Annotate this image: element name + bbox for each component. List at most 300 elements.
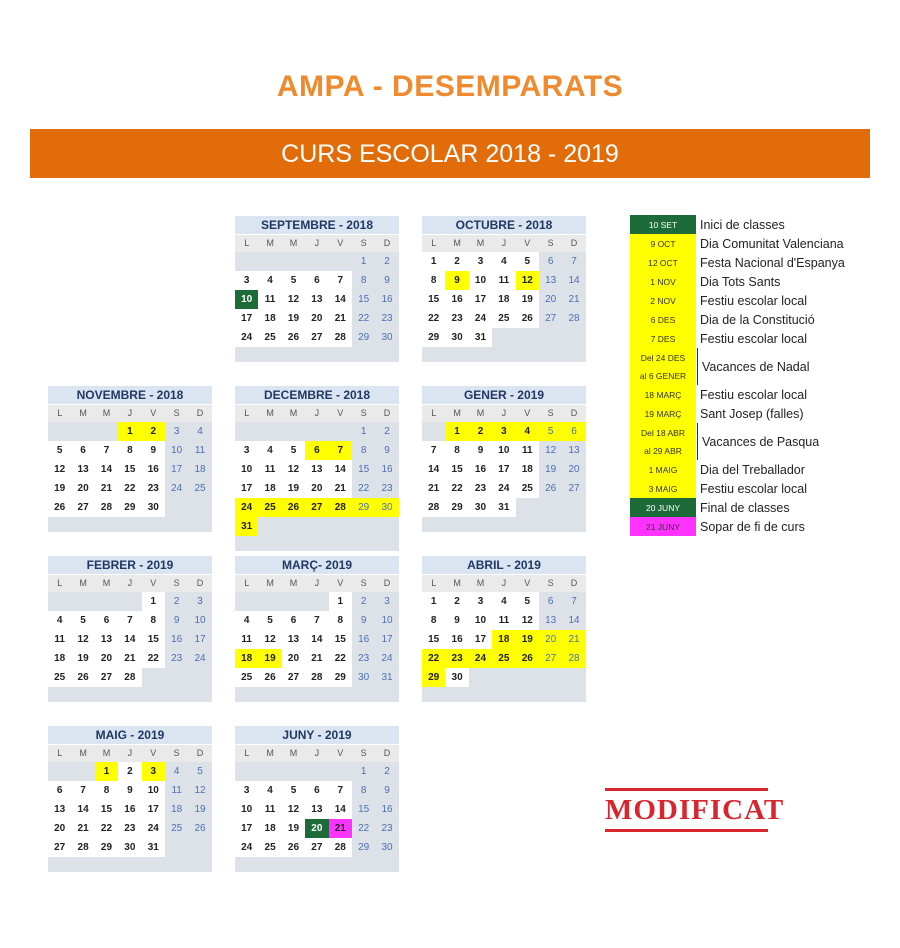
legend-date-text: 1 MAIG xyxy=(648,464,678,475)
day-cell: 27 xyxy=(305,498,328,517)
week-row xyxy=(235,762,399,781)
day-cell: 11 xyxy=(492,271,515,290)
day-cell: 3 xyxy=(375,592,398,611)
legend-label: Sopar de fi de curs xyxy=(700,519,805,534)
month-footer xyxy=(235,857,399,872)
day-cell: 22 xyxy=(95,819,118,838)
day-cell: 23 xyxy=(165,649,188,668)
day-cell: 25 xyxy=(492,309,515,328)
empty-cell xyxy=(305,252,328,271)
day-cell: 26 xyxy=(282,498,305,517)
day-cell: 17 xyxy=(142,800,165,819)
weekday-label: J xyxy=(305,575,328,592)
legend-date xyxy=(630,479,696,498)
day-cell: 24 xyxy=(469,309,492,328)
day-cell: 21 xyxy=(422,479,445,498)
weekday-label: M xyxy=(445,575,468,592)
legend-date-text: 3 MAIG xyxy=(648,483,678,494)
weekday-label: V xyxy=(329,575,352,592)
day-cell: 6 xyxy=(305,781,328,800)
day-cell: 17 xyxy=(235,309,258,328)
empty-cell xyxy=(235,422,258,441)
day-cell: 24 xyxy=(375,649,398,668)
legend-date-text: 18 MARÇ xyxy=(644,389,682,400)
day-cell: 27 xyxy=(95,668,118,687)
page-title: AMPA - DESEMPARATS xyxy=(276,70,624,103)
legend-label: Dia Comunitat Valenciana xyxy=(700,236,844,251)
empty-cell xyxy=(188,838,211,857)
day-cell: 1 xyxy=(329,592,352,611)
week-row xyxy=(422,290,586,309)
day-cell: 3 xyxy=(492,422,515,441)
weekday-label: S xyxy=(539,575,562,592)
weekday-label: S xyxy=(539,405,562,422)
weekday-label: S xyxy=(352,405,375,422)
day-cell: 15 xyxy=(118,460,141,479)
day-cell: 4 xyxy=(258,441,281,460)
day-cell: 26 xyxy=(282,838,305,857)
day-cell: 10 xyxy=(235,800,258,819)
day-cell: 21 xyxy=(95,479,118,498)
weekday-label: V xyxy=(142,575,165,592)
weekday-label: M xyxy=(282,745,305,762)
month-calendar xyxy=(422,386,586,532)
day-cell: 4 xyxy=(492,592,515,611)
week-row xyxy=(422,328,586,347)
day-cell: 2 xyxy=(142,422,165,441)
day-cell: 29 xyxy=(445,498,468,517)
week-row xyxy=(235,517,399,536)
day-cell: 27 xyxy=(305,328,328,347)
empty-cell xyxy=(305,422,328,441)
day-cell: 7 xyxy=(118,611,141,630)
legend-date xyxy=(630,310,696,329)
empty-cell xyxy=(188,498,211,517)
empty-cell xyxy=(71,762,94,781)
weekday-label: L xyxy=(235,575,258,592)
day-cell: 11 xyxy=(48,630,71,649)
weekday-header xyxy=(235,405,399,422)
week-row xyxy=(235,819,399,838)
day-cell: 22 xyxy=(142,649,165,668)
day-cell: 19 xyxy=(188,800,211,819)
day-cell: 11 xyxy=(492,611,515,630)
day-cell: 8 xyxy=(352,271,375,290)
day-cell: 29 xyxy=(329,668,352,687)
day-cell: 5 xyxy=(282,781,305,800)
month-title: FEBRER - 2019 xyxy=(48,556,212,574)
week-row xyxy=(235,668,399,687)
day-cell: 18 xyxy=(258,479,281,498)
day-cell: 17 xyxy=(375,630,398,649)
empty-cell xyxy=(282,517,305,536)
day-cell: 13 xyxy=(95,630,118,649)
day-cell: 6 xyxy=(539,592,562,611)
week-row xyxy=(235,328,399,347)
empty-cell xyxy=(516,328,539,347)
day-cell: 15 xyxy=(422,290,445,309)
legend-date xyxy=(630,215,696,234)
day-cell: 30 xyxy=(142,498,165,517)
day-cell: 8 xyxy=(95,781,118,800)
day-cell: 12 xyxy=(539,441,562,460)
day-cell: 26 xyxy=(188,819,211,838)
day-cell: 8 xyxy=(445,441,468,460)
week-row xyxy=(48,611,212,630)
legend-label: Inici de classes xyxy=(700,217,785,232)
day-cell: 10 xyxy=(235,290,258,309)
weekday-label: D xyxy=(188,575,211,592)
empty-cell xyxy=(305,517,328,536)
month-footer xyxy=(422,687,586,702)
empty-cell xyxy=(539,498,562,517)
day-cell: 9 xyxy=(375,781,398,800)
day-cell: 1 xyxy=(422,252,445,271)
legend-date-text: 1 NOV xyxy=(650,276,676,287)
day-cell: 25 xyxy=(188,479,211,498)
day-cell: 20 xyxy=(48,819,71,838)
day-cell: 28 xyxy=(305,668,328,687)
day-cell: 31 xyxy=(142,838,165,857)
legend xyxy=(630,215,890,536)
day-cell: 30 xyxy=(375,838,398,857)
week-row xyxy=(422,498,586,517)
legend-item xyxy=(630,329,890,348)
legend-item xyxy=(630,404,890,423)
day-cell: 30 xyxy=(445,668,468,687)
weekday-label: M xyxy=(71,405,94,422)
empty-cell xyxy=(258,517,281,536)
empty-cell xyxy=(352,517,375,536)
day-cell: 7 xyxy=(329,441,352,460)
day-cell: 14 xyxy=(562,611,585,630)
empty-cell xyxy=(562,668,585,687)
day-cell: 25 xyxy=(258,838,281,857)
legend-item xyxy=(630,310,890,329)
weekday-label: M xyxy=(469,575,492,592)
day-cell: 25 xyxy=(258,498,281,517)
day-cell: 19 xyxy=(516,630,539,649)
day-cell: 13 xyxy=(71,460,94,479)
month-calendar xyxy=(235,216,399,362)
day-cell: 20 xyxy=(305,309,328,328)
day-cell: 7 xyxy=(95,441,118,460)
week-row xyxy=(422,271,586,290)
weekday-label: V xyxy=(142,405,165,422)
day-cell: 12 xyxy=(282,460,305,479)
day-cell: 13 xyxy=(282,630,305,649)
day-cell: 21 xyxy=(562,630,585,649)
legend-label: Dia de la Constitució xyxy=(700,312,815,327)
day-cell: 15 xyxy=(329,630,352,649)
day-cell: 12 xyxy=(282,800,305,819)
empty-cell xyxy=(282,252,305,271)
day-cell: 17 xyxy=(492,460,515,479)
day-cell: 23 xyxy=(352,649,375,668)
day-cell: 13 xyxy=(539,611,562,630)
week-row xyxy=(235,309,399,328)
day-cell: 16 xyxy=(445,290,468,309)
day-cell: 29 xyxy=(352,838,375,857)
day-cell: 3 xyxy=(188,592,211,611)
day-cell: 12 xyxy=(48,460,71,479)
month-title: MARÇ- 2019 xyxy=(235,556,399,574)
legend-date-text: 9 OCT xyxy=(650,238,676,249)
week-row xyxy=(48,649,212,668)
legend-date-text: Del 18 ABR xyxy=(641,427,685,438)
day-cell: 16 xyxy=(375,290,398,309)
empty-cell xyxy=(305,762,328,781)
legend-item xyxy=(630,423,890,460)
week-row xyxy=(422,441,586,460)
day-cell: 26 xyxy=(282,328,305,347)
day-cell: 11 xyxy=(258,460,281,479)
day-cell: 17 xyxy=(188,630,211,649)
week-row xyxy=(422,252,586,271)
empty-cell xyxy=(539,328,562,347)
week-row xyxy=(235,290,399,309)
weekday-header xyxy=(235,575,399,592)
day-cell: 16 xyxy=(142,460,165,479)
day-cell: 24 xyxy=(469,649,492,668)
legend-label: Festiu escolar local xyxy=(700,481,807,496)
week-row xyxy=(422,649,586,668)
legend-date xyxy=(630,272,696,291)
month-footer xyxy=(235,536,399,551)
day-cell: 16 xyxy=(375,800,398,819)
day-cell: 5 xyxy=(71,611,94,630)
day-cell: 24 xyxy=(235,838,258,857)
weekday-label: V xyxy=(329,745,352,762)
day-cell: 26 xyxy=(516,649,539,668)
day-cell: 13 xyxy=(539,271,562,290)
empty-cell xyxy=(492,668,515,687)
legend-item xyxy=(630,234,890,253)
weekday-label: M xyxy=(469,405,492,422)
empty-cell xyxy=(165,498,188,517)
week-row xyxy=(235,592,399,611)
empty-cell xyxy=(562,328,585,347)
weekday-label: V xyxy=(516,235,539,252)
day-cell: 18 xyxy=(492,630,515,649)
day-cell: 13 xyxy=(305,800,328,819)
weekday-label: S xyxy=(165,405,188,422)
weekday-label: L xyxy=(422,235,445,252)
weekday-label: L xyxy=(48,745,71,762)
day-cell: 20 xyxy=(305,479,328,498)
day-cell: 20 xyxy=(71,479,94,498)
day-cell: 4 xyxy=(48,611,71,630)
day-cell: 16 xyxy=(352,630,375,649)
weekday-label: D xyxy=(562,235,585,252)
legend-date-text: Del 24 DES xyxy=(640,352,686,363)
day-cell: 21 xyxy=(329,819,352,838)
day-cell: 19 xyxy=(71,649,94,668)
day-cell: 1 xyxy=(118,422,141,441)
weekday-label: J xyxy=(492,405,515,422)
day-cell: 13 xyxy=(305,290,328,309)
day-cell: 18 xyxy=(165,800,188,819)
day-cell: 5 xyxy=(188,762,211,781)
week-row xyxy=(235,441,399,460)
legend-label: Festa Nacional d'Espanya xyxy=(700,255,845,270)
legend-date xyxy=(630,385,696,404)
weekday-label: D xyxy=(562,575,585,592)
weekday-label: S xyxy=(352,745,375,762)
day-cell: 20 xyxy=(562,460,585,479)
day-cell: 28 xyxy=(329,328,352,347)
month-title: DECEMBRE - 2018 xyxy=(235,386,399,404)
day-cell: 17 xyxy=(165,460,188,479)
week-row xyxy=(48,668,212,687)
day-cell: 26 xyxy=(258,668,281,687)
day-cell: 6 xyxy=(539,252,562,271)
week-row xyxy=(48,441,212,460)
weekday-label: M xyxy=(71,575,94,592)
weekday-label: M xyxy=(282,575,305,592)
day-cell: 28 xyxy=(562,309,585,328)
day-cell: 26 xyxy=(48,498,71,517)
day-cell: 31 xyxy=(492,498,515,517)
day-cell: 6 xyxy=(562,422,585,441)
day-cell: 2 xyxy=(375,762,398,781)
day-cell: 27 xyxy=(282,668,305,687)
day-cell: 27 xyxy=(71,498,94,517)
legend-label: Dia del Treballador xyxy=(700,462,805,477)
day-cell: 12 xyxy=(258,630,281,649)
week-row xyxy=(235,781,399,800)
day-cell: 26 xyxy=(516,309,539,328)
day-cell: 29 xyxy=(422,668,445,687)
day-cell: 27 xyxy=(48,838,71,857)
day-cell: 31 xyxy=(235,517,258,536)
day-cell: 28 xyxy=(95,498,118,517)
day-cell: 30 xyxy=(445,328,468,347)
day-cell: 10 xyxy=(235,460,258,479)
month-footer xyxy=(48,857,212,872)
day-cell: 4 xyxy=(258,271,281,290)
weekday-label: J xyxy=(305,745,328,762)
day-cell: 18 xyxy=(188,460,211,479)
legend-item xyxy=(630,215,890,234)
week-row xyxy=(48,460,212,479)
empty-cell xyxy=(165,668,188,687)
month-footer xyxy=(422,517,586,532)
day-cell: 9 xyxy=(469,441,492,460)
day-cell: 1 xyxy=(352,422,375,441)
week-row xyxy=(422,592,586,611)
month-title: GENER - 2019 xyxy=(422,386,586,404)
week-row xyxy=(235,422,399,441)
day-cell: 15 xyxy=(95,800,118,819)
empty-cell xyxy=(282,422,305,441)
day-cell: 14 xyxy=(422,460,445,479)
day-cell: 29 xyxy=(352,328,375,347)
day-cell: 2 xyxy=(165,592,188,611)
day-cell: 17 xyxy=(235,479,258,498)
day-cell: 24 xyxy=(235,328,258,347)
legend-date xyxy=(630,291,696,310)
day-cell: 17 xyxy=(469,630,492,649)
empty-cell xyxy=(95,592,118,611)
day-cell: 21 xyxy=(71,819,94,838)
day-cell: 8 xyxy=(422,611,445,630)
weekday-label: J xyxy=(118,575,141,592)
weekday-label: S xyxy=(165,575,188,592)
day-cell: 12 xyxy=(188,781,211,800)
empty-cell xyxy=(282,762,305,781)
weekday-header xyxy=(48,745,212,762)
day-cell: 6 xyxy=(95,611,118,630)
day-cell: 11 xyxy=(258,800,281,819)
day-cell: 5 xyxy=(282,441,305,460)
empty-cell xyxy=(422,422,445,441)
day-cell: 20 xyxy=(305,819,328,838)
day-cell: 14 xyxy=(305,630,328,649)
weekday-label: J xyxy=(305,405,328,422)
week-row xyxy=(235,800,399,819)
day-cell: 25 xyxy=(235,668,258,687)
week-row xyxy=(48,800,212,819)
weekday-label: D xyxy=(375,745,398,762)
day-cell: 7 xyxy=(329,781,352,800)
weekday-label: M xyxy=(469,235,492,252)
legend-date xyxy=(630,498,696,517)
day-cell: 7 xyxy=(329,271,352,290)
day-cell: 16 xyxy=(165,630,188,649)
day-cell: 18 xyxy=(258,819,281,838)
day-cell: 28 xyxy=(71,838,94,857)
day-cell: 29 xyxy=(422,328,445,347)
day-cell: 16 xyxy=(445,630,468,649)
weekday-label: L xyxy=(48,575,71,592)
day-cell: 24 xyxy=(188,649,211,668)
month-calendar xyxy=(48,386,212,532)
empty-cell xyxy=(469,668,492,687)
legend-date-text: 7 DES xyxy=(650,333,676,344)
week-row xyxy=(48,498,212,517)
weekday-label: D xyxy=(188,745,211,762)
day-cell: 3 xyxy=(235,271,258,290)
weekday-label: D xyxy=(188,405,211,422)
day-cell: 23 xyxy=(375,309,398,328)
week-row xyxy=(235,838,399,857)
month-calendar xyxy=(422,556,586,702)
month-footer xyxy=(235,347,399,362)
day-cell: 3 xyxy=(235,441,258,460)
empty-cell xyxy=(375,517,398,536)
day-cell: 9 xyxy=(445,271,468,290)
weekday-label: M xyxy=(95,405,118,422)
day-cell: 9 xyxy=(375,271,398,290)
weekday-label: V xyxy=(329,235,352,252)
day-cell: 2 xyxy=(118,762,141,781)
day-cell: 25 xyxy=(258,328,281,347)
weekday-label: V xyxy=(516,575,539,592)
day-cell: 1 xyxy=(422,592,445,611)
day-cell: 23 xyxy=(375,819,398,838)
day-cell: 24 xyxy=(492,479,515,498)
legend-label: Festiu escolar local xyxy=(700,387,807,402)
month-title: MAIG - 2019 xyxy=(48,726,212,744)
day-cell: 17 xyxy=(235,819,258,838)
weekday-label: D xyxy=(375,405,398,422)
weekday-header xyxy=(235,745,399,762)
day-cell: 19 xyxy=(282,819,305,838)
weekday-label: M xyxy=(445,235,468,252)
empty-cell xyxy=(188,668,211,687)
weekday-label: J xyxy=(118,405,141,422)
